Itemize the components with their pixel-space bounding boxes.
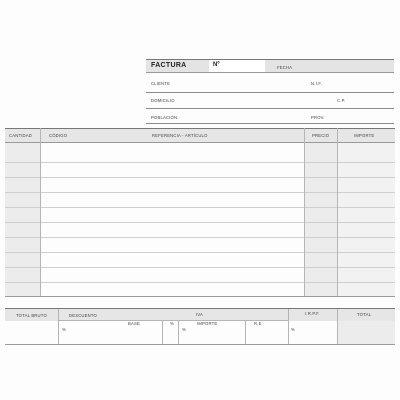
column-divider <box>304 128 305 297</box>
column-price: PRECIO <box>312 133 330 138</box>
client-label: CLIENTE <box>151 81 171 86</box>
column-code: CÓDIGO <box>49 133 68 138</box>
totals-divider <box>337 309 338 344</box>
re-percent-label: % <box>182 327 186 332</box>
city-row-line <box>146 123 394 124</box>
column-divider <box>337 128 338 297</box>
totals-divider <box>178 320 179 344</box>
totals-divider <box>162 320 163 344</box>
province-label: PROV. <box>311 115 325 120</box>
iva-amount-label: IMPORTE <box>197 321 218 326</box>
total-label: TOTAL <box>357 312 372 317</box>
column-amount: IMPORTE <box>354 133 375 138</box>
totals-subheader-line <box>58 320 288 321</box>
discount-percent-label: % <box>62 327 66 332</box>
totals-divider <box>288 309 289 344</box>
invoice-title: FACTURA <box>151 62 187 69</box>
postal-label: C.P. <box>337 98 346 103</box>
irpf-label: I.R.P.F. <box>305 311 320 316</box>
address-row-line <box>146 108 394 109</box>
invoice-number-label: Nº <box>213 62 220 68</box>
address-label: DOMICILIO <box>151 98 175 103</box>
iva-percent-label: % <box>170 321 174 326</box>
totals-divider <box>58 309 59 344</box>
totals-divider <box>245 320 246 344</box>
totals-bottom-line <box>5 344 395 345</box>
column-divider <box>40 128 41 297</box>
quantity-column-shade <box>5 143 40 297</box>
amount-column-shade <box>337 143 395 297</box>
irpf-percent-label: % <box>291 327 295 332</box>
iva-label: IVA <box>196 312 204 317</box>
nif-label: N.I.F. <box>311 81 322 86</box>
re-label: R.E. <box>254 321 263 326</box>
base-label: BASE <box>128 321 140 326</box>
discount-label: DESCUENTO <box>69 313 98 318</box>
table-bottom-line <box>5 296 395 297</box>
total-value-shade <box>337 321 395 345</box>
total-bruto-label: TOTAL BRUTO <box>16 313 47 318</box>
price-column-shade <box>304 143 337 297</box>
column-reference: REFERENCIA - ARTÍCULO <box>152 133 208 138</box>
city-label: POBLACIÓN <box>151 115 178 120</box>
date-label: FECHA <box>277 65 293 70</box>
column-quantity: CANTIDAD <box>9 133 33 138</box>
client-row-line <box>146 92 394 93</box>
